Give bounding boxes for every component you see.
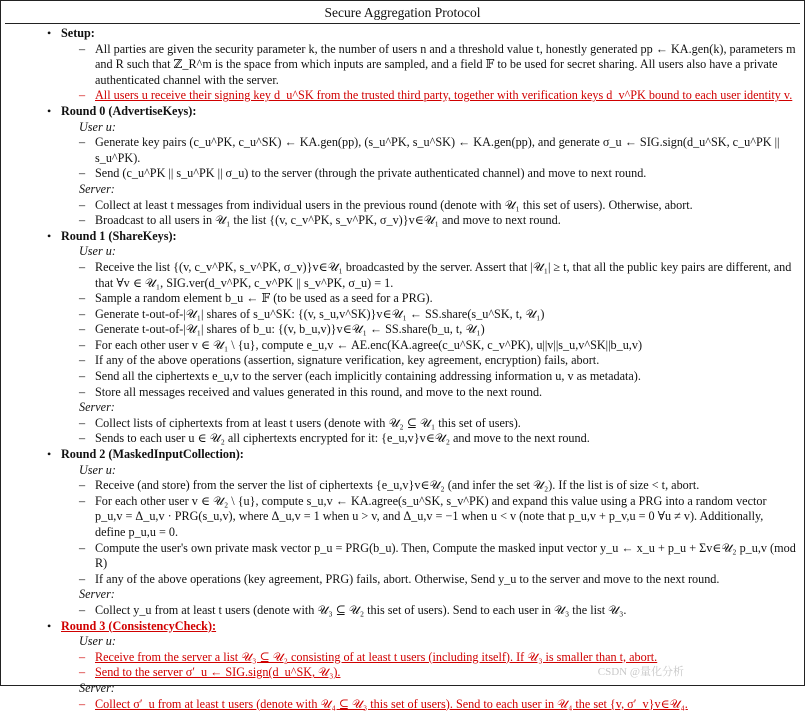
round2-user-item-4: – If any of the above operations (key agreement, PRG) fails, abort. Otherwise, Send y_u to the server and move to the next round. <box>79 571 720 586</box>
round1-user-item-7: – Send all the ciphertexts e_u,v to the server (each implicitly containing addressing information u, v as metadata). <box>79 369 641 384</box>
round0-user-item-2: – Send (c_u^PK || s_u^PK || σ_u) to the server (through the private authenticated channel) and move to next round. <box>79 166 647 181</box>
round3-heading: Round 3 (ConsistencyCheck): <box>61 618 217 633</box>
bullet: • <box>47 26 52 40</box>
round3-server-item-1: – Collect σ′_u from at least t users (denote with 𝒰₄ ⊆ 𝒰₃ this set of users). Send to each user in 𝒰₄ the set {v, σ′_v}v∈𝒰₄. <box>79 696 688 711</box>
round3-section: • Round 3 (ConsistencyCheck): <box>9 619 798 635</box>
round1-heading: Round 1 (ShareKeys): <box>61 228 177 243</box>
round0-heading: Round 0 (AdvertiseKeys): <box>61 103 197 118</box>
round1-server-item-1: – Collect lists of ciphertexts from at least t users (denote with 𝒰₂ ⊆ 𝒰₁ this set of users). <box>79 415 521 430</box>
setup-item-1: – All parties are given the security parameter k, the number of users n and a threshold value t, honestly generated pp ← KA.gen(k), parameters m and R such that ℤ_R^m is the space from which inputs are sampled, and a field 𝔽 to be used for secret sharing. All users also have a private authenticated channel with the server. <box>79 41 796 87</box>
round3-user-item-1: – Receive from the server a list 𝒰₃ ⊆ 𝒰₂ consisting of at least t users (including itself). If 𝒰₃ is smaller than t, abort. <box>79 649 658 664</box>
watermark: CSDN @量化分析 <box>597 666 684 679</box>
round1-section: • Round 1 (ShareKeys): <box>9 229 798 245</box>
round3-server-label: Server: <box>79 680 115 695</box>
round2-user-item-3: – Compute the user's own private mask vector p_u = PRG(b_u). Then, Compute the masked input vector y_u ← x_u + p_u + Σv∈𝒰₂ p_u,v (mod R) <box>79 540 796 571</box>
protocol-body <box>1 24 804 712</box>
round0-user-label: User u: <box>79 119 116 134</box>
round1-user-item-3: – Generate t-out-of-|𝒰₁| shares of s_u^SK: {(v, s_u,v^SK)}v∈𝒰₁ ← SS.share(s_u^SK, t, 𝒰₁) <box>79 306 545 321</box>
round2-server-item-1: – Collect y_u from at least t users (denote with 𝒰₃ ⊆ 𝒰₂ this set of users). Send to each user in 𝒰₃ the list 𝒰₃. <box>79 602 627 617</box>
round1-user-item-8: – Store all messages received and values generated in this round, and move to the next round. <box>79 384 543 399</box>
round1-user-item-1: – Receive the list {(v, c_v^PK, s_v^PK, σ_v)}v∈𝒰₁ broadcasted by the server. Assert that |𝒰₁| ≥ t, that all the public key pairs are different, and that ∀v ∈ 𝒰₁, SIG.ver(d_v^PK, c_v^PK || s_v^PK, σ_u) = 1. <box>79 259 792 290</box>
setup-heading: Setup: <box>61 26 95 40</box>
round1-user-item-6: – If any of the above operations (assertion, signature verification, key agreement, encryption) fails, abort. <box>79 353 600 368</box>
round3-user-item-2: – Send to the server σ′_u ← SIG.sign(d_u^SK, 𝒰₃). <box>79 665 341 680</box>
round0-server-item-1: – Collect at least t messages from individual users in the previous round (denote with 𝒰₁ this set of users). Otherwise, abort. <box>79 197 693 212</box>
round1-user-item-2: – Sample a random element b_u ← 𝔽 (to be used as a seed for a PRG). <box>79 291 433 306</box>
setup-section <box>9 26 798 42</box>
round0-server-item-2: – Broadcast to all users in 𝒰₁ the list {(v, c_v^PK, s_v^PK, σ_v)}v∈𝒰₁ and move to next round. <box>79 213 561 228</box>
round1-server-item-2: – Sends to each user u ∈ 𝒰₂ all ciphertexts encrypted for it: {e_u,v}v∈𝒰₂ and move to the next round. <box>79 431 590 446</box>
round2-server-label: Server: <box>79 587 115 602</box>
round2-section: • Round 2 (MaskedInputCollection): <box>9 447 798 463</box>
round2-user-label: User u: <box>79 462 116 477</box>
round3-user-label: User u: <box>79 634 116 649</box>
round0-server-label: Server: <box>79 181 115 196</box>
round1-user-label: User u: <box>79 244 116 259</box>
round2-user-item-1: – Receive (and store) from the server the list of ciphertexts {e_u,v}v∈𝒰₂ (and infer the set 𝒰₂). If the list is of size < t, abort. <box>79 478 700 493</box>
round1-user-item-4: – Generate t-out-of-|𝒰₁| shares of b_u: {(v, b_u,v)}v∈𝒰₁ ← SS.share(b_u, t, 𝒰₁) <box>79 322 485 337</box>
setup-item-2: – All users u receive their signing key d_u^SK from the trusted third party, together with verification keys d_v^PK bound to each user identity v. <box>79 88 793 103</box>
round2-user-item-2: – For each other user v ∈ 𝒰₂ \ {u}, compute s_u,v ← KA.agree(s_u^SK, s_v^PK) and expand this value using a PRG into a random vector p_u,v = Δ_u,v · PRG(s_u,v), where Δ_u,v = 1 when u > v, and Δ_u,v = −1 when u < v (note that p_u,v + p_v,u = 0 ∀u ≠ v). Additionally, define p_u,u = 0. <box>79 493 767 539</box>
figure-title: Secure Aggregation Protocol <box>324 5 481 20</box>
round1-server-label: Server: <box>79 400 115 415</box>
round0-user-item-1: – Generate key pairs (c_u^PK, c_u^SK) ← KA.gen(pp), (s_u^PK, s_u^SK) ← KA.gen(pp), and generate σ_u ← SIG.sign(d_u^SK, c_u^PK || s_u^PK). <box>79 135 780 165</box>
round1-user-item-5: – For each other user v ∈ 𝒰₁ \ {u}, compute e_u,v ← AE.enc(KA.agree(c_u^SK, c_v^PK), u||v||s_u,v^SK||b_u,v) <box>79 337 643 352</box>
round0-section: • Round 0 (AdvertiseKeys): <box>9 104 798 120</box>
round2-heading: Round 2 (MaskedInputCollection): <box>61 447 244 462</box>
